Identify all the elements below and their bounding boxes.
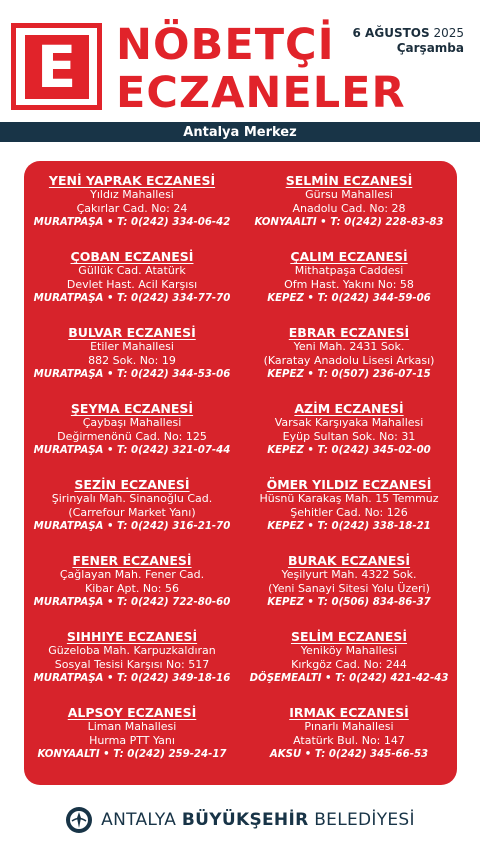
pharmacy-address-line1: Mithatpaşa Caddesi <box>294 264 404 277</box>
pharmacy-address-line1: Yeniköy Mahallesi <box>300 644 398 657</box>
pharmacy-name: SELMİN ECZANESİ <box>285 173 413 188</box>
municipality-emblem-icon <box>65 806 93 834</box>
pharmacy-address-line1: Şirinyalı Mah. Sinanoğlu Cad. <box>51 492 213 505</box>
pharmacy-card <box>24 401 240 458</box>
pharmacy-card <box>241 629 457 686</box>
pharmacy-name: BULVAR ECZANESİ <box>68 325 196 340</box>
pharmacy-card <box>241 553 457 610</box>
region-label: Antalya Merkez <box>183 124 297 140</box>
pharmacy-name: AZİM ECZANESİ <box>294 401 404 416</box>
pharmacy-address-line1: Güllük Cad. Atatürk <box>78 264 186 277</box>
footer-text-belediyesi: BELEDİYESİ <box>308 810 415 830</box>
logo-letter: E <box>25 35 89 99</box>
pharmacy-name: SIHHIYE ECZANESİ <box>66 629 198 644</box>
pharmacy-address-line2: Atatürk Bul. No: 147 <box>293 734 405 747</box>
page-title-line1: NÖBETÇİ <box>116 20 335 70</box>
pharmacy-address-line2: Kırkgöz Cad. No: 244 <box>291 658 407 671</box>
pharmacy-name: ALPSOY ECZANESİ <box>67 705 197 720</box>
pharmacy-district-phone: KEPEZ • T: 0(242) 344-59-06 <box>267 293 431 304</box>
pharmacy-address-line2: Kibar Apt. No: 56 <box>85 582 179 595</box>
pharmacy-name: EBRAR ECZANESİ <box>288 325 410 340</box>
pharmacy-name: FENER ECZANESİ <box>72 553 192 568</box>
pharmacy-card <box>24 477 240 534</box>
pharmacy-address-line1: Varsak Karşıyaka Mahallesi <box>274 416 424 429</box>
pharmacy-address-line1: Yıldız Mahallesi <box>90 188 174 201</box>
pharmacy-name: ÖMER YILDIZ ECZANESİ <box>266 477 432 492</box>
pharmacy-name: SELİM ECZANESİ <box>290 629 408 644</box>
pharmacy-address-line1: Gürsu Mahallesi <box>305 188 393 201</box>
pharmacy-address-line2: Anadolu Cad. No: 28 <box>292 202 406 215</box>
pharmacy-card <box>241 705 457 762</box>
pharmacy-address-line1: Çaybaşı Mahallesi <box>82 416 182 429</box>
pharmacy-address-line2: Eyüp Sultan Sok. No: 31 <box>282 430 416 443</box>
date-weekday: Çarşamba <box>396 41 464 55</box>
pharmacy-address-line2: (Carrefour Market Yanı) <box>68 506 196 519</box>
pharmacy-address-line1: Yeşilyurt Mah. 4322 Sok. <box>281 568 417 581</box>
pharmacy-district-phone: MURATPAŞA • T: 0(242) 349-18-16 <box>33 673 231 684</box>
pharmacy-card <box>241 173 457 230</box>
pharmacy-address-line1: Hüsnü Karakaş Mah. 15 Temmuz <box>259 492 439 505</box>
pharmacy-district-phone: MURATPAŞA • T: 0(242) 344-53-06 <box>33 369 231 380</box>
region-bar <box>0 122 480 142</box>
pharmacy-address-line1: Çağlayan Mah. Fener Cad. <box>59 568 205 581</box>
pharmacy-card <box>24 705 240 762</box>
pharmacy-district-phone: MURATPAŞA • T: 0(242) 334-77-70 <box>33 293 231 304</box>
pharmacy-address-line1: Etiler Mahallesi <box>90 340 174 353</box>
pharmacy-address-line2: Ofm Hast. Yakını No: 58 <box>284 278 414 291</box>
pharmacy-name: YENİ YAPRAK ECZANESİ <box>48 173 216 188</box>
pharmacy-district-phone: MURATPAŞA • T: 0(242) 722-80-60 <box>33 597 231 608</box>
pharmacy-district-phone: KEPEZ • T: 0(506) 834-86-37 <box>267 597 431 608</box>
pharmacy-address-line2: (Yeni Sanayi Sitesi Yolu Üzeri) <box>268 582 430 595</box>
footer-text-antalya: ANTALYA <box>101 810 182 830</box>
footer-municipality-name <box>101 810 415 830</box>
pharmacy-address-line2: Sosyal Tesisi Karşısı No: 517 <box>54 658 210 671</box>
pharmacy-district-phone: DÖŞEMEALTI • T: 0(242) 421-42-43 <box>249 673 449 684</box>
pharmacy-card <box>24 629 240 686</box>
pharmacy-district-phone: KONYAALTI • T: 0(242) 259-24-17 <box>37 749 227 760</box>
footer <box>0 802 480 838</box>
pharmacy-district-phone: MURATPAŞA • T: 0(242) 321-07-44 <box>33 445 231 456</box>
pharmacy-card <box>24 173 240 230</box>
logo-e-icon <box>11 23 102 110</box>
pharmacy-card <box>24 325 240 382</box>
pharmacy-name: SEZİN ECZANESİ <box>74 477 190 492</box>
pharmacy-address-line1: Pınarlı Mahallesi <box>304 720 394 733</box>
pharmacy-panel <box>24 161 457 785</box>
date-year: 2025 <box>433 26 464 40</box>
pharmacy-name: BURAK ECZANESİ <box>287 553 411 568</box>
pharmacy-district-phone: MURATPAŞA • T: 0(242) 334-06-42 <box>33 217 231 228</box>
pharmacy-card <box>241 325 457 382</box>
date-day-month: 6 AĞUSTOS <box>352 26 430 40</box>
date-line <box>353 26 464 40</box>
page-title-line2: ECZANELER <box>116 68 406 118</box>
pharmacy-district-phone: AKSU • T: 0(242) 345-66-53 <box>269 749 429 760</box>
pharmacy-address-line1: Güzeloba Mah. Karpuzkaldıran <box>48 644 216 657</box>
pharmacy-address-line2: Devlet Hast. Acil Karşısı <box>66 278 198 291</box>
pharmacy-address-line2: Değirmenönü Cad. No: 125 <box>57 430 207 443</box>
pharmacy-name: ÇALIM ECZANESİ <box>290 249 408 264</box>
pharmacy-address-line2: 882 Sok. No: 19 <box>88 354 176 367</box>
pharmacy-district-phone: KEPEZ • T: 0(242) 338-18-21 <box>267 521 431 532</box>
pharmacy-card <box>241 401 457 458</box>
pharmacy-district-phone: KONYAALTI • T: 0(242) 228-83-83 <box>254 217 444 228</box>
pharmacy-card <box>24 553 240 610</box>
pharmacy-address-line1: Yeni Mah. 2431 Sok. <box>293 340 405 353</box>
pharmacy-name: ŞEYMA ECZANESİ <box>70 401 194 416</box>
date-block <box>353 26 464 55</box>
pharmacy-district-phone: KEPEZ • T: 0(242) 345-02-00 <box>267 445 431 456</box>
pharmacy-address-line2: Çakırlar Cad. No: 24 <box>76 202 188 215</box>
pharmacy-card <box>241 249 457 306</box>
pharmacy-address-line2: Hurma PTT Yanı <box>89 734 175 747</box>
pharmacy-address-line1: Liman Mahallesi <box>87 720 177 733</box>
pharmacy-district-phone: MURATPAŞA • T: 0(242) 316-21-70 <box>33 521 231 532</box>
footer-text-buyuksehir: BÜYÜKŞEHİR <box>181 810 309 830</box>
pharmacy-name: ÇOBAN ECZANESİ <box>70 249 194 264</box>
pharmacy-address-line2: (Karatay Anadolu Lisesi Arkası) <box>263 354 435 367</box>
pharmacy-address-line2: Şehitler Cad. No: 126 <box>290 506 408 519</box>
pharmacy-card <box>241 477 457 534</box>
pharmacy-name: IRMAK ECZANESİ <box>289 705 409 720</box>
pharmacy-district-phone: KEPEZ • T: 0(507) 236-07-15 <box>267 369 431 380</box>
pharmacy-card <box>24 249 240 306</box>
